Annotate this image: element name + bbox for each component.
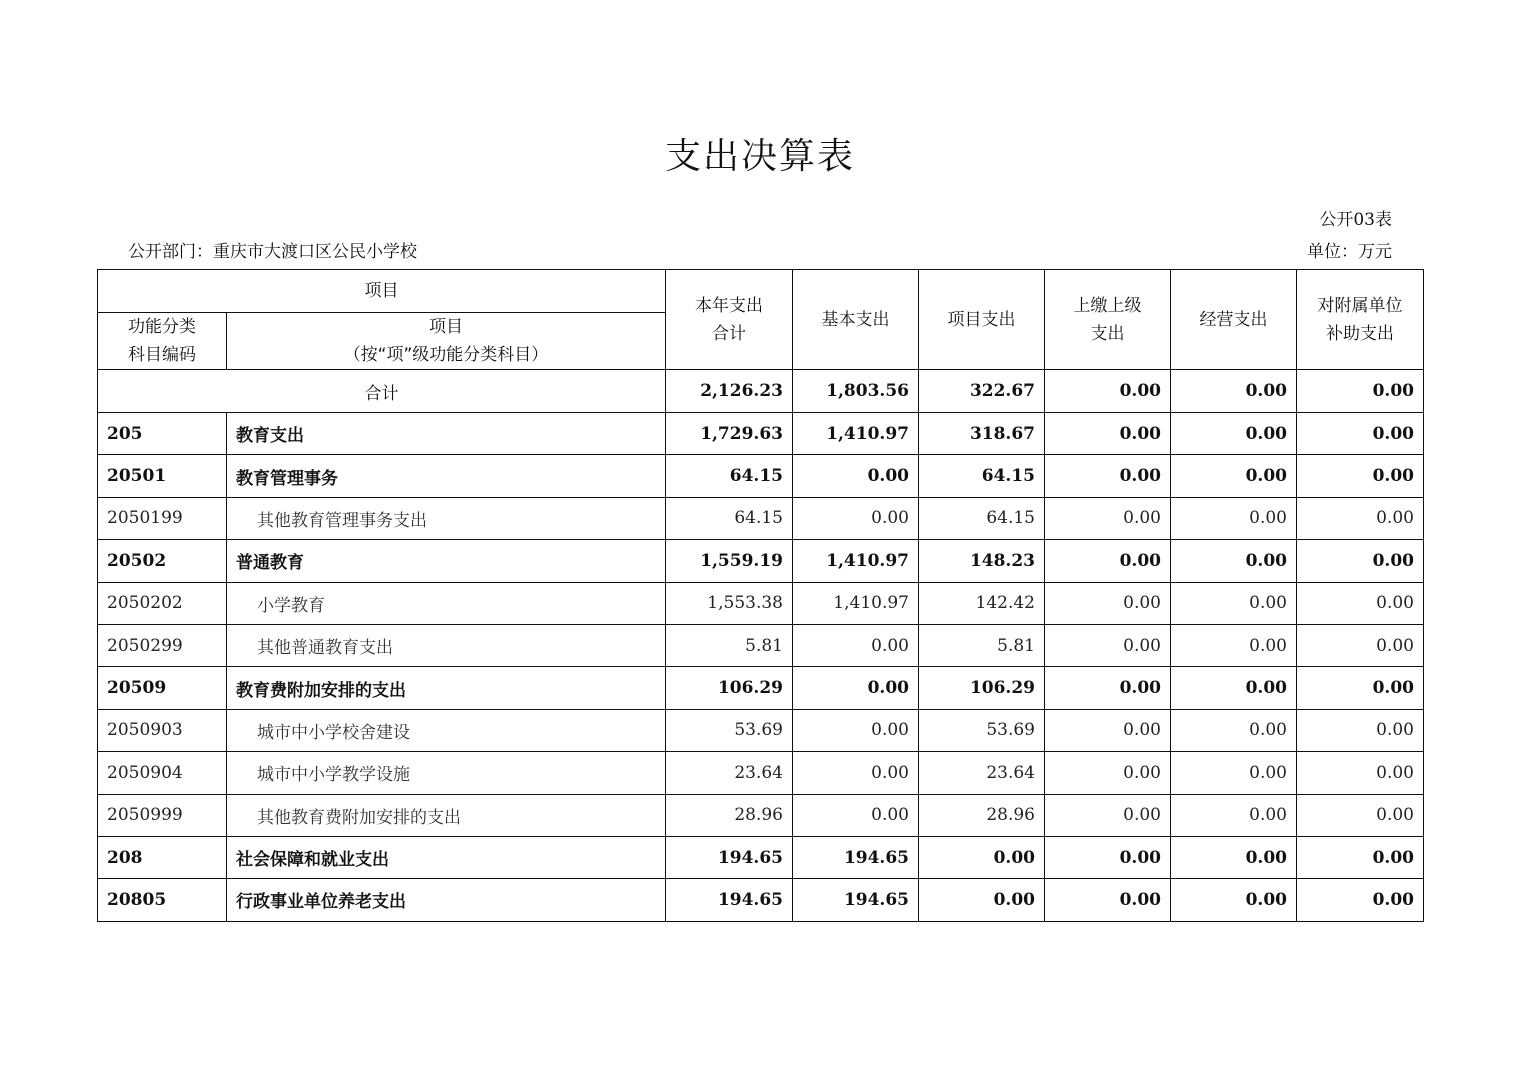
row-value: 53.69: [666, 709, 793, 751]
total-label: 合计: [98, 370, 666, 413]
row-value: 0.00: [1171, 879, 1297, 921]
table-row: [98, 455, 1424, 497]
row-name: 行政事业单位养老支出: [227, 879, 666, 921]
row-value: 53.69: [919, 709, 1045, 751]
row-value: 194.65: [793, 836, 919, 878]
total-cell: 2,126.23: [666, 370, 793, 413]
row-value: 0.00: [1045, 624, 1171, 666]
row-value: 0.00: [1297, 497, 1424, 539]
row-value: 0.00: [1171, 836, 1297, 878]
row-value: 0.00: [793, 752, 919, 794]
row-value: 23.64: [666, 752, 793, 794]
row-value: 0.00: [1045, 540, 1171, 582]
row-value: 1,553.38: [666, 582, 793, 624]
row-value: 0.00: [793, 794, 919, 836]
row-code: 2050904: [98, 752, 227, 794]
row-code: 20805: [98, 879, 227, 921]
header-total: 本年支出 合计: [666, 270, 793, 370]
row-value: 194.65: [793, 879, 919, 921]
row-value: 0.00: [1171, 413, 1297, 455]
row-value: 0.00: [793, 667, 919, 709]
row-value: 5.81: [919, 624, 1045, 666]
row-value: 0.00: [1045, 879, 1171, 921]
row-value: 0.00: [1171, 497, 1297, 539]
row-name: 其他教育管理事务支出: [227, 497, 666, 539]
header-name: 项目 （按“项”级功能分类科目）: [227, 313, 666, 370]
header-code: 功能分类 科目编码: [98, 313, 227, 370]
row-value: 0.00: [1297, 455, 1424, 497]
row-name: 教育管理事务: [227, 455, 666, 497]
row-value: 0.00: [793, 709, 919, 751]
row-value: 0.00: [1297, 794, 1424, 836]
row-value: 1,410.97: [793, 582, 919, 624]
row-name: 其他教育费附加安排的支出: [227, 794, 666, 836]
header-project: 项目支出: [919, 270, 1045, 370]
row-value: 142.42: [919, 582, 1045, 624]
total-cell: 1,803.56: [793, 370, 919, 413]
table-row: [98, 836, 1424, 878]
row-value: 1,729.63: [666, 413, 793, 455]
row-code: 20509: [98, 667, 227, 709]
row-value: 148.23: [919, 540, 1045, 582]
row-value: 0.00: [919, 879, 1045, 921]
expenditure-table: [97, 269, 1424, 922]
row-value: 0.00: [1045, 794, 1171, 836]
table-row: [98, 794, 1424, 836]
row-code: 2050903: [98, 709, 227, 751]
row-value: 0.00: [1297, 836, 1424, 878]
row-value: 318.67: [919, 413, 1045, 455]
row-value: 0.00: [793, 455, 919, 497]
row-value: 0.00: [1297, 752, 1424, 794]
row-value: 194.65: [666, 879, 793, 921]
row-value: 0.00: [1171, 540, 1297, 582]
row-value: 0.00: [1045, 667, 1171, 709]
row-value: 1,410.97: [793, 540, 919, 582]
row-name: 普通教育: [227, 540, 666, 582]
row-value: 0.00: [919, 836, 1045, 878]
row-code: 2050999: [98, 794, 227, 836]
row-value: 0.00: [1297, 582, 1424, 624]
table-row: [98, 752, 1424, 794]
row-value: 5.81: [666, 624, 793, 666]
row-name: 城市中小学教学设施: [227, 752, 666, 794]
row-value: 106.29: [919, 667, 1045, 709]
row-value: 0.00: [1297, 709, 1424, 751]
row-value: 0.00: [1171, 709, 1297, 751]
row-value: 0.00: [1045, 582, 1171, 624]
table-row: [98, 667, 1424, 709]
row-code: 205: [98, 413, 227, 455]
page-title: 支出决算表: [664, 136, 855, 177]
department-label: 公开部门：重庆市大渡口区公民小学校: [128, 242, 417, 262]
table-row: [98, 540, 1424, 582]
row-value: 0.00: [793, 497, 919, 539]
row-value: 0.00: [793, 624, 919, 666]
row-value: 23.64: [919, 752, 1045, 794]
row-value: 0.00: [1045, 413, 1171, 455]
row-name: 其他普通教育支出: [227, 624, 666, 666]
row-code: 208: [98, 836, 227, 878]
header-operating: 经营支出: [1171, 270, 1297, 370]
row-value: 1,410.97: [793, 413, 919, 455]
row-name: 教育费附加安排的支出: [227, 667, 666, 709]
row-value: 64.15: [919, 455, 1045, 497]
row-code: 2050199: [98, 497, 227, 539]
row-value: 194.65: [666, 836, 793, 878]
row-value: 0.00: [1045, 752, 1171, 794]
row-value: 0.00: [1171, 624, 1297, 666]
row-name: 社会保障和就业支出: [227, 836, 666, 878]
row-value: 0.00: [1297, 667, 1424, 709]
table-row: [98, 413, 1424, 455]
row-value: 28.96: [666, 794, 793, 836]
row-value: 64.15: [666, 455, 793, 497]
row-name: 教育支出: [227, 413, 666, 455]
row-value: 0.00: [1045, 497, 1171, 539]
row-value: 0.00: [1171, 794, 1297, 836]
form-number: 公开03表: [1319, 210, 1392, 230]
row-value: 0.00: [1045, 709, 1171, 751]
header-project-group: 项目: [98, 270, 666, 313]
total-cell: 0.00: [1171, 370, 1297, 413]
row-value: 0.00: [1297, 879, 1424, 921]
row-code: 20501: [98, 455, 227, 497]
row-value: 0.00: [1297, 540, 1424, 582]
row-code: 2050299: [98, 624, 227, 666]
row-value: 0.00: [1171, 582, 1297, 624]
header-basic: 基本支出: [793, 270, 919, 370]
row-value: 64.15: [666, 497, 793, 539]
row-value: 0.00: [1297, 624, 1424, 666]
row-value: 64.15: [919, 497, 1045, 539]
table-row: [98, 709, 1424, 751]
table-row: [98, 582, 1424, 624]
row-value: 0.00: [1171, 752, 1297, 794]
row-code: 2050202: [98, 582, 227, 624]
row-value: 0.00: [1297, 413, 1424, 455]
row-value: 28.96: [919, 794, 1045, 836]
header-subsidy: 对附属单位 补助支出: [1297, 270, 1424, 370]
row-value: 0.00: [1171, 667, 1297, 709]
total-cell: 322.67: [919, 370, 1045, 413]
table-row: [98, 497, 1424, 539]
row-code: 20502: [98, 540, 227, 582]
row-name: 小学教育: [227, 582, 666, 624]
total-cell: 0.00: [1045, 370, 1171, 413]
row-value: 0.00: [1171, 455, 1297, 497]
row-value: 0.00: [1045, 455, 1171, 497]
header-upper: 上缴上级 支出: [1045, 270, 1171, 370]
row-name: 城市中小学校舍建设: [227, 709, 666, 751]
table-row: [98, 879, 1424, 921]
total-cell: 0.00: [1297, 370, 1424, 413]
row-value: 0.00: [1045, 836, 1171, 878]
total-row: [98, 370, 1424, 413]
unit-label: 单位：万元: [1307, 242, 1392, 262]
row-value: 1,559.19: [666, 540, 793, 582]
table-row: [98, 624, 1424, 666]
row-value: 106.29: [666, 667, 793, 709]
